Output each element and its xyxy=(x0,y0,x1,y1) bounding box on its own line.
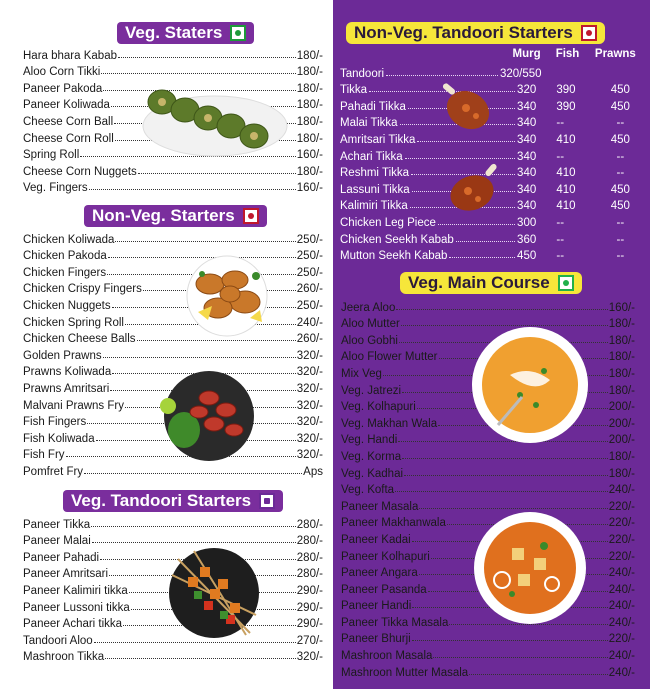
kabab-plate-image xyxy=(140,84,290,164)
price-prawns: -- xyxy=(616,250,625,263)
price-murg: 340 xyxy=(517,200,537,213)
leader-dots xyxy=(105,658,296,659)
menu-item-price: 240/- xyxy=(608,616,635,629)
price-fish: 410 xyxy=(556,167,576,180)
menu-item-name: Aloo Corn Tikki xyxy=(23,66,101,79)
menu-item-name: Malai Tikka xyxy=(340,117,398,130)
menu-item-name: Tandoori Aloo xyxy=(23,634,93,647)
menu-item-name: Prawns Koliwada xyxy=(23,366,112,379)
price-fish: -- xyxy=(556,150,565,163)
menu-item-price: 180/- xyxy=(296,82,323,95)
menu-item xyxy=(341,463,635,480)
menu-item-price: 240/- xyxy=(608,583,635,596)
menu-item-price: 290/- xyxy=(296,584,323,597)
menu-item-price: 220/- xyxy=(608,500,635,513)
leader-dots xyxy=(395,491,608,492)
menu-item-price: 180/- xyxy=(608,467,635,480)
price-fish: 390 xyxy=(556,100,576,113)
price-murg: 360 xyxy=(517,233,537,246)
menu-item-name: Paneer Koliwada xyxy=(23,99,110,112)
menu-item-price: Aps xyxy=(303,465,323,478)
menu-item-price: 260/- xyxy=(296,333,323,346)
menu-item xyxy=(23,62,323,79)
menu-item xyxy=(23,329,323,346)
menu-item-name: Cheese Corn Ball xyxy=(23,115,114,128)
leader-dots xyxy=(402,458,608,459)
price-murg: 450 xyxy=(517,250,537,263)
menu-item-name: Paneer Tikka xyxy=(23,518,91,531)
prawns-dish-image xyxy=(154,368,264,463)
fried-chicken-image xyxy=(180,254,275,339)
menu-item-name: Chicken Leg Piece xyxy=(340,216,436,229)
menu-item-name: Golden Prawns xyxy=(23,349,102,362)
leader-dots xyxy=(396,309,607,310)
menu-item-name: Veg. Kolhapuri xyxy=(341,401,416,414)
price-prawns: -- xyxy=(616,233,625,246)
menu-item-name: Malvani Prawns Fry xyxy=(23,399,124,412)
menu-item-price: 220/- xyxy=(608,533,635,546)
table-header xyxy=(340,48,640,63)
menu-item-price: 160/- xyxy=(296,182,323,195)
column-prawns: Prawns xyxy=(594,48,636,60)
menu-item xyxy=(23,514,323,531)
veg-symbol-icon xyxy=(558,275,574,291)
leader-dots xyxy=(94,642,296,643)
menu-item-price: 160/- xyxy=(608,301,635,314)
menu-item-name: Cheese Corn Nuggets xyxy=(23,165,137,178)
menu-item-name: Veg. Makhan Wala xyxy=(341,417,438,430)
menu-item xyxy=(341,662,635,679)
menu-item-price: 280/- xyxy=(296,568,323,581)
menu-item-price: 180/- xyxy=(608,450,635,463)
leader-dots xyxy=(84,473,302,474)
table-row xyxy=(340,229,640,246)
chicken-leg-image xyxy=(438,78,494,138)
menu-item-price: 250/- xyxy=(296,299,323,312)
menu-item-name: Jeera Aloo xyxy=(341,301,396,314)
leader-dots xyxy=(405,158,515,159)
price-fish: 390 xyxy=(556,84,576,97)
price-murg: 340 xyxy=(517,183,537,196)
veg-main-title: Veg. Main Course xyxy=(408,273,550,292)
menu-item-price: 180/- xyxy=(296,115,323,128)
menu-item xyxy=(23,229,323,246)
price-prawns: -- xyxy=(616,117,625,130)
menu-item-name: Paneer Angara xyxy=(341,567,418,580)
column-murg: Murg xyxy=(512,48,541,60)
price-fish: -- xyxy=(556,250,565,263)
menu-item-name: Paneer Makhanwala xyxy=(341,517,446,530)
menu-item-name: Veg. Kadhai xyxy=(341,467,404,480)
price-prawns: 450 xyxy=(610,133,630,146)
price-murg: 340 xyxy=(517,117,537,130)
menu-item-price: 160/- xyxy=(296,149,323,162)
menu-item-name: Amritsari Tikka xyxy=(340,133,416,146)
menu-item-name: Spring Roll xyxy=(23,149,80,162)
menu-item-name: Paneer Kolhapuri xyxy=(341,550,430,563)
menu-item-price: 180/- xyxy=(296,99,323,112)
veg-starters-heading xyxy=(117,22,254,44)
menu-item-price: 240/- xyxy=(608,666,635,679)
menu-item-name: Chicken Cheese Balls xyxy=(23,333,136,346)
price-fish: 410 xyxy=(556,133,576,146)
menu-item-price: 240/- xyxy=(296,316,323,329)
menu-item-name: Kalimiri Tikka xyxy=(340,200,408,213)
menu-item-name: Hara bhara Kabab xyxy=(23,49,117,62)
leader-dots xyxy=(419,508,607,509)
menu-item-name: Chicken Nuggets xyxy=(23,299,111,312)
menu-item-price: 180/- xyxy=(296,132,323,145)
nonveg-tandoori-heading xyxy=(346,22,605,44)
menu-item-price: 180/- xyxy=(608,318,635,331)
table-row xyxy=(340,246,640,263)
paneer-tikka-image xyxy=(164,545,264,640)
price-prawns: -- xyxy=(616,167,625,180)
leader-dots xyxy=(412,640,608,641)
price-murg: 320 xyxy=(517,84,537,97)
menu-item-price: 180/- xyxy=(296,165,323,178)
leader-dots xyxy=(433,657,607,658)
nonveg-starters-heading xyxy=(84,205,267,227)
leader-dots xyxy=(91,526,296,527)
leader-dots xyxy=(417,141,515,142)
nonveg-tandoori-title: Non-Veg. Tandoori Starters xyxy=(354,23,573,42)
menu-item-name: Mashroon Tikka xyxy=(23,651,105,664)
menu-item xyxy=(23,295,323,312)
menu-item-name: Paneer Handi xyxy=(341,600,412,613)
menu-item-price: 240/- xyxy=(608,484,635,497)
menu-item xyxy=(23,312,323,329)
menu-item-name: Achari Tikka xyxy=(340,150,403,163)
veg-symbol-icon xyxy=(230,25,246,41)
menu-item-price: 270/- xyxy=(296,634,323,647)
menu-item-name: Fish Koliwada xyxy=(23,432,95,445)
menu-item-name: Veg. Fingers xyxy=(23,182,88,195)
menu-item-name: Prawns Amritsari xyxy=(23,382,110,395)
menu-item-name: Reshmi Tikka xyxy=(340,167,410,180)
menu-item-price: 280/- xyxy=(296,518,323,531)
menu-item-name: Pomfret Fry xyxy=(23,465,84,478)
menu-item-price: 320/- xyxy=(296,366,323,379)
menu-item-name: Aloo Gobhi xyxy=(341,334,398,347)
menu-item-name: Paneer Lussoni tikka xyxy=(23,601,130,614)
price-murg: 340 xyxy=(517,100,537,113)
menu-item-name: Mutton Seekh Kabab xyxy=(340,250,448,263)
leader-dots xyxy=(386,75,498,76)
menu-item-price: 320/- xyxy=(296,432,323,445)
menu-item-price: 260/- xyxy=(296,283,323,296)
menu-item-price: 290/- xyxy=(296,618,323,631)
price-prawns: 450 xyxy=(610,200,630,213)
menu-item-name: Paneer Masala xyxy=(341,500,419,513)
menu-item xyxy=(23,279,323,296)
nonveg-starters-title: Non-Veg. Starters xyxy=(92,206,235,225)
price-prawns: -- xyxy=(616,216,625,229)
menu-item-name: Paneer Kalimiri tikka xyxy=(23,584,128,597)
leader-dots xyxy=(469,674,608,675)
menu-item-name: Fish Fingers xyxy=(23,416,87,429)
menu-item-name: Aloo Flower Mutter xyxy=(341,351,438,364)
leader-dots xyxy=(438,224,515,225)
menu-item-name: Chicken Koliwada xyxy=(23,233,115,246)
leader-dots xyxy=(404,475,608,476)
leader-dots xyxy=(92,542,296,543)
price-murg: 340 xyxy=(517,150,537,163)
menu-item-name: Paneer Tikka Masala xyxy=(341,616,449,629)
leader-dots xyxy=(449,257,515,258)
menu-item-price: 180/- xyxy=(608,334,635,347)
price-murg: 340 xyxy=(517,133,537,146)
veg-starters-title: Veg. Staters xyxy=(125,23,223,42)
veg-tandoori-title: Veg. Tandoori Starters xyxy=(71,491,252,510)
price-murg: 340 xyxy=(517,167,537,180)
veg-tandoori-heading xyxy=(63,490,283,512)
menu-item-name: Tandoori xyxy=(340,67,385,80)
menu-item-name: Veg. Kofta xyxy=(341,484,395,497)
menu-item xyxy=(23,45,323,62)
menu-item-name: Paneer Pahadi xyxy=(23,551,100,564)
menu-item-name: Aloo Mutter xyxy=(341,318,400,331)
menu-item-price: 220/- xyxy=(608,517,635,530)
menu-item-price: 180/- xyxy=(608,351,635,364)
leader-dots xyxy=(137,340,296,341)
curry-bowl-image xyxy=(470,325,590,445)
menu-item-price: 220/- xyxy=(608,550,635,563)
leader-dots xyxy=(103,357,296,358)
menu-item-price: 280/- xyxy=(296,535,323,548)
menu-item-name: Paneer Kadai xyxy=(341,533,411,546)
veg-main-heading xyxy=(400,272,582,294)
menu-item xyxy=(341,297,635,314)
menu-item-name: Paneer Achari tikka xyxy=(23,618,123,631)
menu-item-price: 240/- xyxy=(608,567,635,580)
menu-item-name: Paneer Pakoda xyxy=(23,82,103,95)
menu-item xyxy=(23,461,323,478)
menu-item-name: Chicken Fingers xyxy=(23,266,107,279)
menu-item-name: Chicken Spring Roll xyxy=(23,316,124,329)
menu-item-price: 240/- xyxy=(608,650,635,663)
menu-item xyxy=(341,480,635,497)
menu-item-price: 320/- xyxy=(296,651,323,664)
menu-item xyxy=(23,262,323,279)
leader-dots xyxy=(456,241,515,242)
menu-item-price: 290/- xyxy=(296,601,323,614)
menu-item-name: Lassuni Tikka xyxy=(340,183,410,196)
price-fish: -- xyxy=(556,117,565,130)
leader-dots xyxy=(101,73,295,74)
menu-item-price: 250/- xyxy=(296,250,323,263)
menu-item-name: Tikka xyxy=(340,84,368,97)
price-prawns: 450 xyxy=(610,100,630,113)
menu-item xyxy=(23,647,323,664)
nonveg-symbol-icon xyxy=(581,25,597,41)
price-fish: 410 xyxy=(556,183,576,196)
price-prawns: 450 xyxy=(610,84,630,97)
price-murg: 320/550 xyxy=(500,67,542,80)
nonveg-symbol-icon xyxy=(243,208,259,224)
leader-dots xyxy=(115,241,295,242)
leader-dots xyxy=(89,189,296,190)
veg-symbol-icon xyxy=(259,493,275,509)
menu-item-name: Paneer Amritsari xyxy=(23,568,109,581)
chicken-leg-image xyxy=(446,161,504,217)
menu-item-price: 200/- xyxy=(608,417,635,430)
menu-item-price: 240/- xyxy=(608,600,635,613)
price-prawns: -- xyxy=(616,150,625,163)
menu-item-price: 320/- xyxy=(296,349,323,362)
menu-item-name: Cheese Corn Roll xyxy=(23,132,114,145)
menu-item-price: 200/- xyxy=(608,434,635,447)
menu-item-name: Pahadi Tikka xyxy=(340,100,406,113)
menu-item xyxy=(23,178,323,195)
menu-item-price: 320/- xyxy=(296,382,323,395)
menu-item-name: Chicken Pakoda xyxy=(23,250,107,263)
menu-item-price: 180/- xyxy=(608,384,635,397)
menu-item-price: 250/- xyxy=(296,233,323,246)
menu-item-name: Paneer Pasanda xyxy=(341,583,427,596)
menu-item-name: Veg. Jatrezi xyxy=(341,384,402,397)
menu-item-name: Veg. Handi xyxy=(341,434,398,447)
menu-item-name: Mashroon Mutter Masala xyxy=(341,666,469,679)
menu-item-price: 180/- xyxy=(296,49,323,62)
menu-item-name: Veg. Korma xyxy=(341,450,402,463)
leader-dots xyxy=(118,57,296,58)
menu-item-name: Paneer Malai xyxy=(23,535,91,548)
menu-item-price: 320/- xyxy=(296,449,323,462)
column-fish: Fish xyxy=(555,48,580,60)
leader-dots xyxy=(138,173,296,174)
price-fish: 410 xyxy=(556,200,576,213)
menu-item-name: Fish Fry xyxy=(23,449,65,462)
menu-item-price: 320/- xyxy=(296,399,323,412)
price-prawns: 450 xyxy=(610,183,630,196)
menu-item-price: 180/- xyxy=(296,66,323,79)
menu-item-price: 180/- xyxy=(608,367,635,380)
menu-item-name: Chicken Seekh Kabab xyxy=(340,233,454,246)
price-murg: 300 xyxy=(517,216,537,229)
menu-item xyxy=(23,345,323,362)
menu-item-name: Chicken Crispy Fingers xyxy=(23,283,142,296)
price-fish: -- xyxy=(556,233,565,246)
price-fish: -- xyxy=(556,216,565,229)
menu-item xyxy=(23,246,323,263)
menu-item xyxy=(341,629,635,646)
menu-item-price: 320/- xyxy=(296,416,323,429)
menu-item-name: Mashroon Masala xyxy=(341,650,433,663)
menu-item-name: Mix Veg xyxy=(341,367,382,380)
menu-item xyxy=(341,645,635,662)
menu-item-price: 250/- xyxy=(296,266,323,279)
paneer-curry-image xyxy=(472,510,588,626)
menu-item-price: 200/- xyxy=(608,401,635,414)
menu-item xyxy=(341,446,635,463)
menu-item-name: Paneer Bhurji xyxy=(341,633,411,646)
menu-item-price: 280/- xyxy=(296,551,323,564)
menu-item-price: 220/- xyxy=(608,633,635,646)
